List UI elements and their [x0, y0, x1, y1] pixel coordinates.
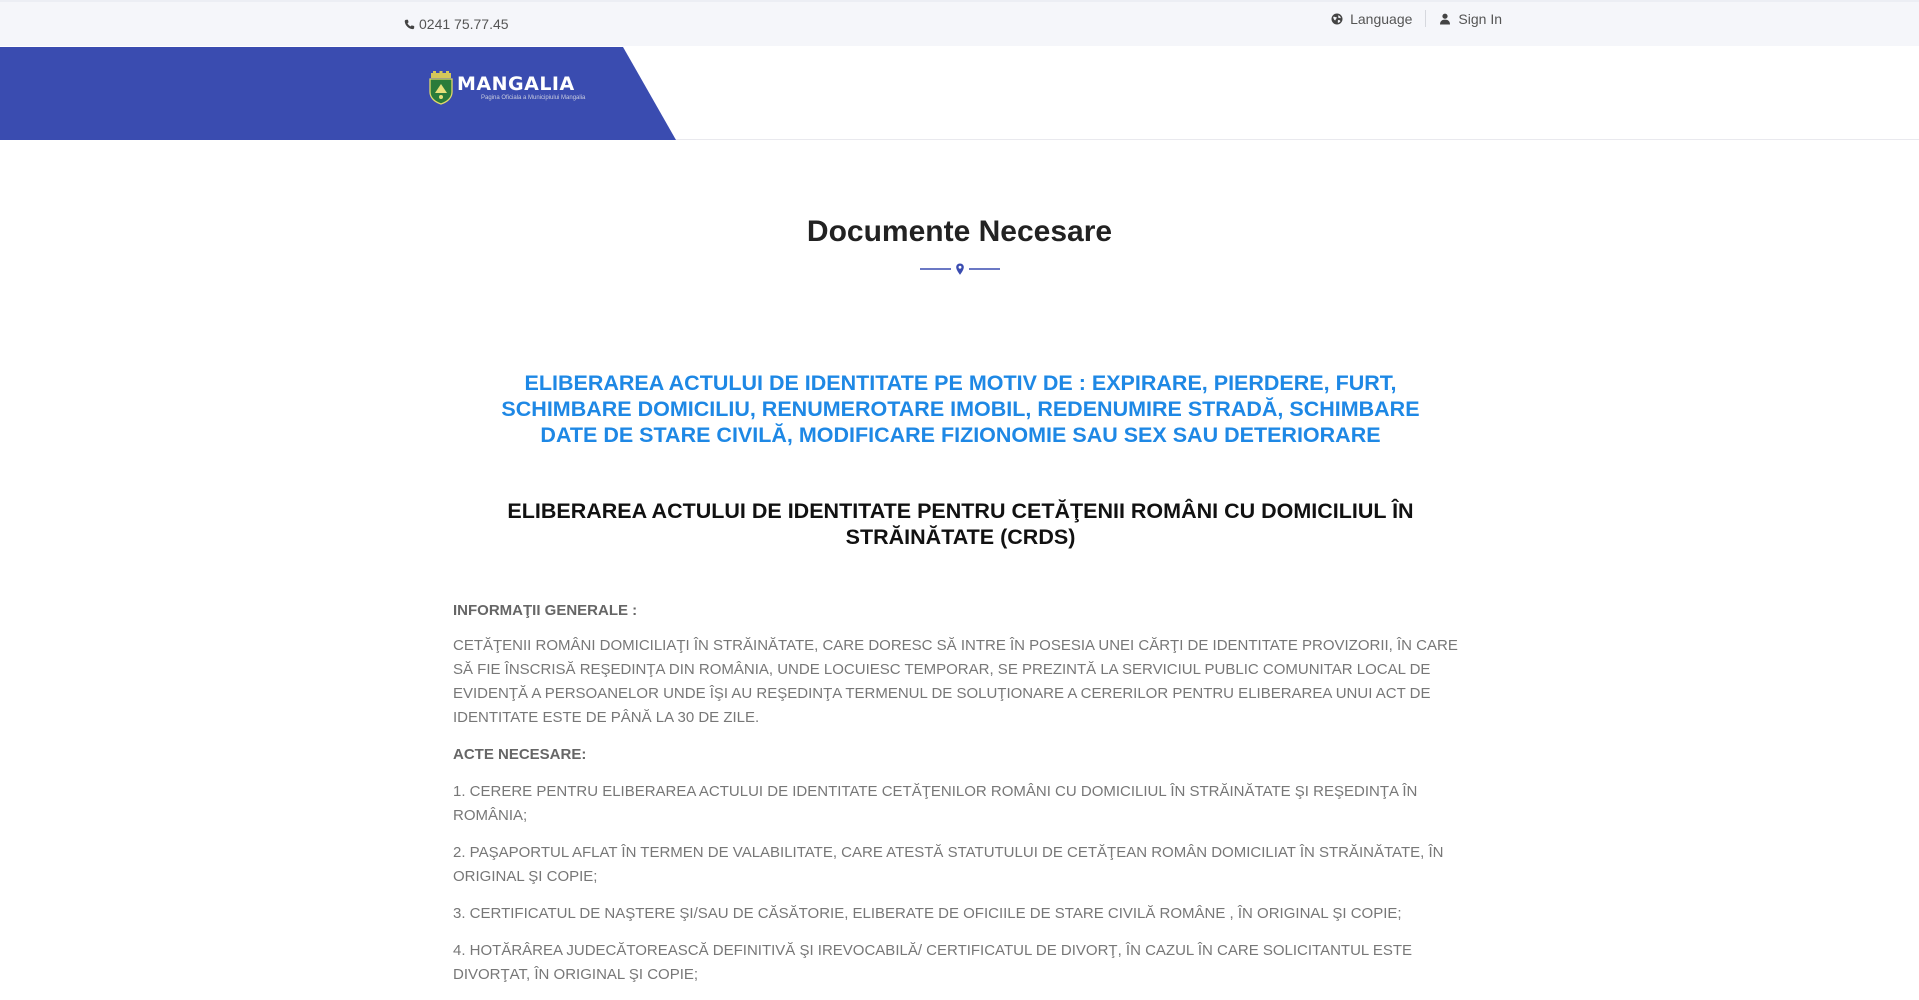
globe-icon [1331, 13, 1343, 25]
coat-of-arms-icon [428, 71, 454, 105]
map-marker-icon [956, 264, 964, 275]
info-label: INFORMAŢII GENERALE : [453, 602, 638, 619]
list-item: 4. HOTĂRÂREA JUDECĂTOREASCĂ DEFINITIVĂ ŞI IREVOCABILĂ/ CERTIFICATUL DE DIVORŢ, ÎN CAZUL ÎN CARE SOLICITANTUL ESTE DIVORŢAT, ÎN ORIGINAL ŞI COPIE; [453, 942, 1413, 983]
logo-wordmark: MANGALIA [457, 73, 575, 95]
section-heading-blue[interactable]: ELIBERAREA ACTULUI DE IDENTITATE PE MOTIV DE : EXPIRARE, PIERDERE, FURT, SCHIMBARE DOMICILIU, RENUMEROTARE IMOBIL, REDENUMIRE STRADĂ, SCHIMBARE DATE DE STARE CIVILĂ, MODIFICARE FIZIONOMIE SAU SEX SAU DETERIORARE [501, 371, 1420, 447]
section-heading-crds: ELIBERAREA ACTULUI DE IDENTITATE PENTRU CETĂŢENII ROMÂNI CU DOMICILIUL ÎN STRĂINĂTATE (CRDS) [507, 499, 1414, 549]
user-icon [1439, 13, 1451, 25]
list-item: 2. PAŞAPORTUL AFLAT ÎN TERMEN DE VALABILITATE, CARE ATESTĂ STATUTULUI DE CETĂŢEAN ROMÂN DOMICILIAT ÎN STRĂINĂTATE, ÎN ORIGINAL ŞI COPIE; [453, 844, 1444, 885]
main-content [453, 370, 1468, 987]
top-right-links [1318, 10, 1515, 27]
phone-number: 0241 75.77.45 [419, 16, 509, 32]
page-title: Documente Necesare [806, 215, 1113, 248]
signin-link[interactable] [1426, 11, 1515, 27]
phone-contact[interactable] [404, 16, 509, 32]
title-divider [920, 262, 1000, 276]
site-logo[interactable] [428, 71, 585, 105]
signin-label: Sign In [1458, 10, 1502, 27]
list-item: 3. CERTIFICATUL DE NAŞTERE ŞI/SAU DE CĂSĂTORIE, ELIBERATE DE OFICIILE DE STARE CIVILĂ ROMÂNE , ÎN ORIGINAL ŞI COPIE; [453, 905, 1402, 922]
phone-icon [404, 19, 415, 30]
site-header [0, 47, 1919, 140]
list-item: 1. CERERE PENTRU ELIBERAREA ACTULUI DE IDENTITATE CETĂŢENILOR ROMÂNI CU DOMICILIUL ÎN STRĂINĂTATE ŞI REŞEDINŢA ÎN ROMÂNIA; [453, 783, 1418, 824]
top-bar [0, 0, 1919, 46]
acts-label: ACTE NECESARE: [453, 746, 587, 763]
language-label: Language [1350, 10, 1413, 27]
language-link[interactable] [1318, 11, 1425, 27]
info-paragraph: CETĂŢENII ROMÂNI DOMICILIAŢI ÎN STRĂINĂTATE, CARE DORESC SĂ INTRE ÎN POSESIA UNEI CĂRŢI DE IDENTITATE PROVIZORII, ÎN CARE SĂ FIE ÎNSCRISĂ REŞEDINŢA DIN ROMÂNIA, UNDE LOCUIESC TEMPORAR, SE PREZINTĂ LA SERVICIUL PUBLIC COMUNITAR LOCAL DE EVIDENŢĂ A PERSOANELOR UNDE ÎŞI AU REŞEDINŢA TERMENUL DE SOLUŢIONARE A CERERILOR PENTRU ELIBERAREA UNUI ACT DE IDENTITATE ESTE DE PÂNĂ LA 30 DE ZILE. [453, 637, 1458, 726]
logo-subtitle: Pagina Oficiala a Municipiului Mangalia [481, 95, 586, 101]
